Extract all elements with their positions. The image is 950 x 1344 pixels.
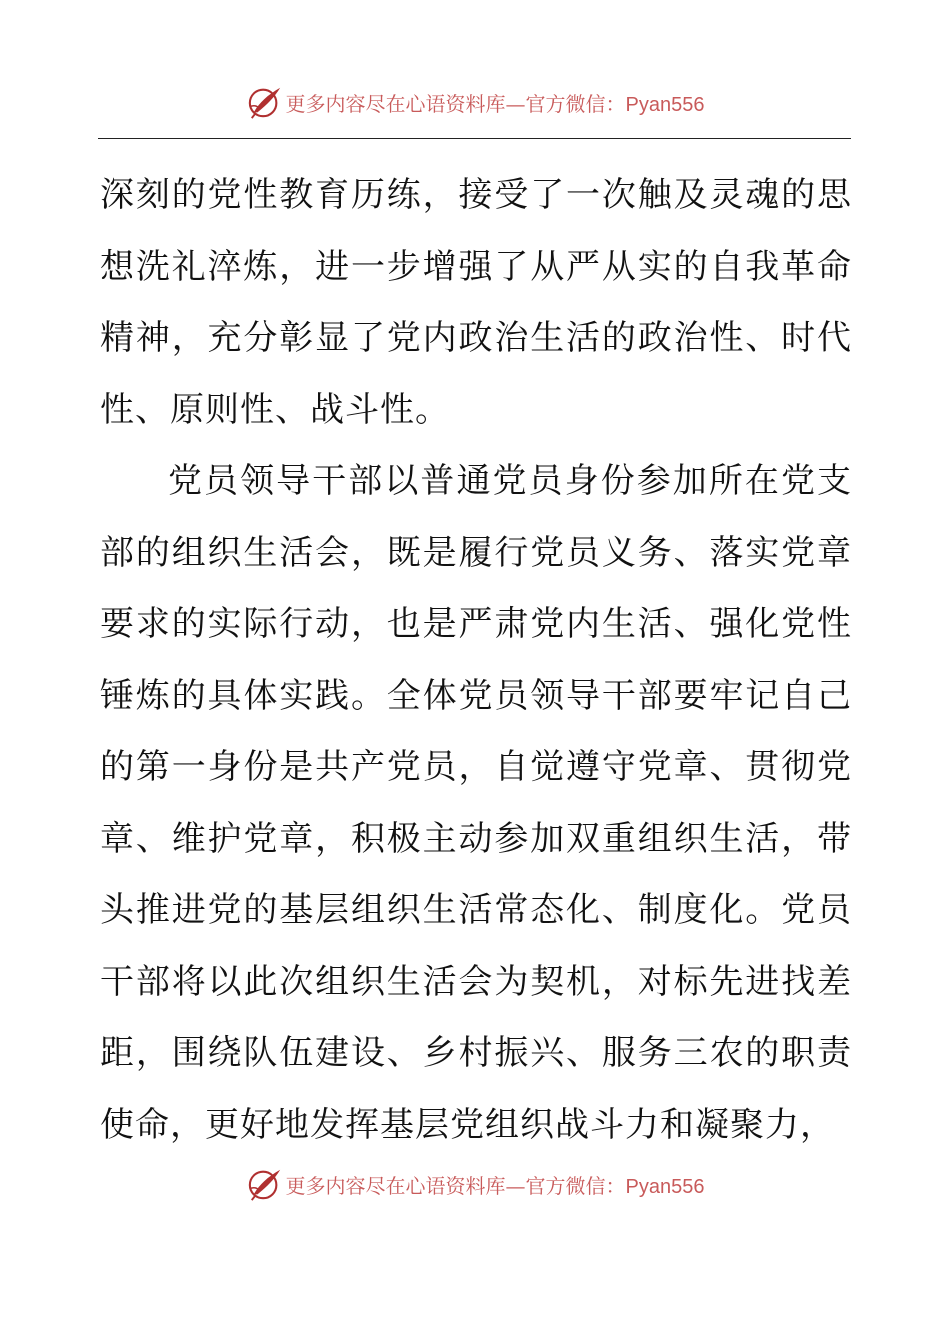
document-body (100, 160, 852, 1161)
footer-wechat-id: Pyan556 (625, 1175, 705, 1198)
quill-pen-logo-icon (246, 84, 284, 120)
header-divider (98, 138, 851, 139)
footer-banner-title: 更多内容尽在心语资料库—官方微信： (285, 1173, 626, 1198)
quill-pen-logo-icon (246, 1166, 284, 1202)
header-wechat-id: Pyan556 (625, 93, 705, 116)
header-banner (0, 82, 950, 122)
paragraph-1: 深刻的党性教育历练，接受了一次触及灵魂的思想洗礼淬炼，进一步增强了从严从实的自我革命精神，充分彰显了党内政治生活的政治性、时代性、原则性、战斗性。 (100, 175, 852, 430)
paragraph-2: 党员领导干部以普通党员身份参加所在党支部的组织生活会，既是履行党员义务、落实党章要求的实际行动，也是严肃党内生活、强化党性锤炼的具体实践。全体党员领导干部要牢记自己的第一身份是共产党员，自觉遵守党章、贯彻党章、维护党章，积极主动参加双重组织生活，带头推进党的基层组织生活常态化、制度化。党员干部将以此次组织生活会为契机，对标先进找差距，围绕队伍建设、乡村振兴、服务三农的职责使命，更好地发挥基层党组织战斗力和凝聚力， (100, 461, 852, 1145)
footer-banner (0, 1164, 950, 1204)
header-banner-title: 更多内容尽在心语资料库—官方微信： (285, 91, 626, 116)
header-banner-text (286, 88, 705, 117)
footer-banner-text (286, 1170, 705, 1199)
